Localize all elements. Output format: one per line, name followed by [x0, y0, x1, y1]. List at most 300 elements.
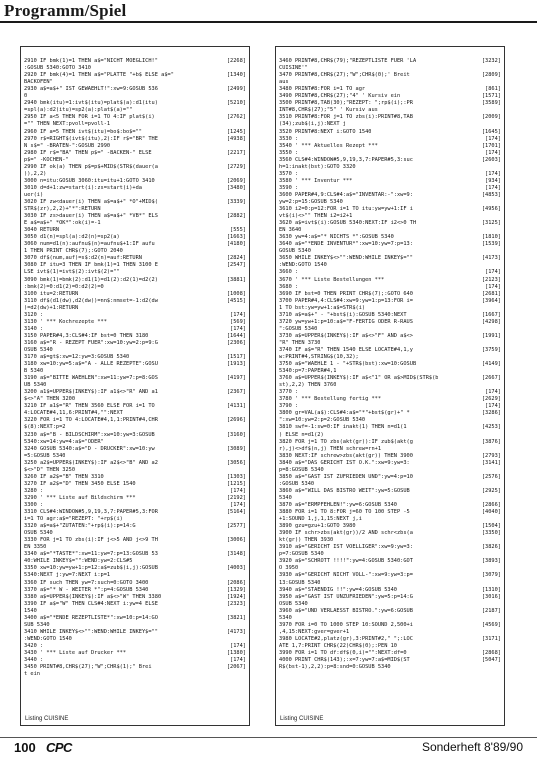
checksum: [1667] — [481, 311, 501, 318]
code-line — [279, 558, 501, 565]
code-line — [279, 305, 501, 312]
code-text: ":GOSUB 5340 — [279, 325, 318, 332]
checksum: [2696] — [226, 417, 246, 424]
code-line — [24, 650, 246, 657]
code-text: 3520 PRINT#8:NEXT i:GOTO 1540 — [279, 128, 372, 135]
code-text: EN 3350 — [24, 544, 47, 551]
code-text: $(8):NEXT:p=2 — [24, 424, 66, 431]
code-text: :GOSUB 5340:GOTO 3410 — [24, 65, 91, 72]
checksum: [4149] — [481, 361, 501, 368]
code-text: 3630 yw=4:a$="* NICHTS *":GOSUB 5340 — [279, 234, 394, 241]
code-line — [24, 572, 246, 579]
code-line — [279, 530, 501, 537]
code-text: 3190 a$="BITTE WAEHLEN":xw=11:yw=7:p=8:GOS — [24, 375, 158, 382]
code-text: 2990 IF ok(a) THEN p$=p$+MID$(STR$(dauer(a — [24, 163, 158, 170]
code-line — [24, 657, 246, 664]
code-text: OSUB 5340 — [279, 600, 308, 607]
code-text: :GOSUB 5340 — [279, 480, 315, 487]
code-line — [24, 417, 246, 424]
code-line — [24, 143, 246, 150]
code-line — [24, 481, 246, 488]
code-text: 3070 df$(num,auf)=s$:d2(n)=auf:RETURN — [24, 255, 142, 262]
code-text: 3150 PAPER#4,3:CLS#4:IF bst=0 THEN 3180 — [24, 332, 149, 339]
code-text: 3360 IF such THEN yw=7:such=0:GOTO 3400 — [24, 579, 149, 586]
code-line — [24, 587, 246, 594]
code-text: 3300 : — [24, 502, 44, 508]
code-line — [24, 192, 246, 199]
code-line — [24, 439, 246, 446]
code-text: 3980 LOCATE#2,platz(gr),3:PRINT#2," ";:LOC — [279, 635, 413, 642]
code-line — [24, 629, 246, 636]
code-text: 3710 a$=a$+" - "+bst$(i):GOSUB 5340:NEXT — [279, 311, 407, 318]
checksum: [3125] — [481, 220, 501, 227]
code-text: 3340 a$="*TASTE*":xw=11:yw=7:p=13:GOSUB 53 — [24, 551, 158, 558]
page-number: 100 — [14, 740, 36, 755]
code-text: 3010 d=d+1:zw=start(i):zs=start(i)+da — [24, 184, 142, 191]
code-text: CUISINE'" — [279, 65, 308, 72]
code-line — [24, 354, 246, 361]
checksum: [2123] — [481, 276, 501, 283]
code-text: 3700 PAPER#4,4:CLS#4:xw=9:yw=1:p=13:FOR i= — [279, 297, 413, 304]
code-line — [24, 622, 246, 629]
checksum: [3589] — [481, 100, 501, 107]
code-text: R$(bst-1),2,2):p=8:snd=0:GOSUB 5340 — [279, 664, 391, 671]
page-header — [0, 0, 537, 22]
checksum: [3148] — [226, 551, 246, 558]
code-line — [24, 601, 246, 608]
checksum: [4040] — [481, 509, 501, 516]
code-text: 3380 a$=UPPER$(INKEY$):IF a$<>"W" THEN 3380 — [24, 593, 162, 600]
checksum: [3160] — [226, 431, 246, 438]
code-text: 3390 IF a$="W" THEN CLS#4:NEXT i:yw=4 ELSE — [24, 600, 158, 607]
code-line — [24, 326, 246, 333]
code-text: ) ELSE n=d1(2) — [279, 431, 324, 438]
code-text: LSE ivt$(1)=ivt$(2):ivt$(2)="" — [24, 269, 120, 276]
code-line — [24, 150, 246, 157]
code-text: 3880 FOR i=1 TO 8:FOR j=60 TO 100 STEP -5 — [279, 509, 410, 516]
checksum: [174] — [485, 403, 501, 410]
code-text: 2980 IF r$="BA" THEN p$=" -BACKEN-" ELSE — [24, 149, 152, 156]
code-text: 1 TO bst:yw=yw+1:a$=STR$(i) — [279, 304, 366, 311]
code-text: 5340 — [279, 494, 292, 501]
code-text: 3250 a2$=UPPER$(INKEY$):IF a2$<>"B" AND a2 — [24, 459, 158, 466]
code-line — [279, 481, 501, 488]
code-text: 5340:xw=14:yw=4:a$="ODER" — [24, 438, 104, 445]
checksum: [1329] — [226, 586, 246, 593]
code-line — [24, 608, 246, 615]
checksum: [174] — [230, 642, 246, 649]
checksum: [3056] — [226, 459, 246, 466]
code-line — [24, 509, 246, 516]
code-text: 3140 : — [24, 325, 44, 332]
code-text: 3590 : — [279, 184, 299, 191]
checksum: [555] — [230, 227, 246, 234]
code-line — [24, 291, 246, 298]
code-text: aus — [279, 79, 289, 86]
code-text: 3120 : — [24, 311, 44, 318]
code-text: 3400 a$="*ENDE REZEPTLISTE*":xw=10:p=14:GO — [24, 614, 158, 621]
code-line — [24, 107, 246, 114]
checksum: [3089] — [226, 445, 246, 452]
code-text: 3780 ' *** Bestellung fertig *** — [279, 396, 382, 403]
code-line — [24, 185, 246, 192]
code-line — [279, 255, 501, 262]
code-text: 3900 IF schr>zbs(akt(gr))/2 AND schr<zbs(a — [279, 530, 413, 537]
code-line — [24, 171, 246, 178]
code-line — [24, 396, 246, 403]
code-text: 3760 a$=UPPER$(INKEY$):IF a$<"1" OR a$>MID$(STR$(b — [279, 375, 439, 382]
code-text: 2920 IF bmk(4)=1 THEN a$="PLATTE "+b$ ELSE a$=" — [24, 72, 174, 79]
code-text: 3210 IF a1$="R" THEN 3560 ELSE FOR i=1 TO — [24, 403, 155, 410]
checksum: [1340] — [226, 72, 246, 79]
code-text: 3840 a$="DAS GERICHT IST O.K.":xw=9:yw=3: — [279, 459, 410, 466]
code-line — [24, 305, 246, 312]
code-text: ,4,15:NEXT:gver=gver+1 — [279, 628, 350, 635]
code-line — [24, 382, 246, 389]
checksum: [3480] — [226, 184, 246, 191]
code-line — [279, 516, 501, 523]
code-text: 2940 bmk(itu)=1:ivt$(itu)=plat$(a):d1(itu) — [24, 100, 158, 107]
code-text: p=7:GOSUB 5340 — [279, 551, 324, 558]
code-text: 3820 FOR j=1 TO zbs(akt(gr)):IF zub$(akt(g — [279, 438, 413, 445]
code-text: 3060 num=d1(n):aufnu$(n)=aufnu$+1:IF aufu — [24, 241, 155, 248]
checksum: [1380] — [226, 649, 246, 656]
code-line — [279, 136, 501, 143]
code-line — [24, 298, 246, 305]
code-line — [279, 439, 501, 446]
code-lines — [24, 51, 246, 678]
footer-rule — [0, 737, 537, 738]
code-line — [279, 220, 501, 227]
checksum: [2187] — [481, 607, 501, 614]
code-text: OSUB 5340 — [24, 530, 53, 537]
checksum: [2192] — [226, 494, 246, 501]
code-line — [279, 608, 501, 615]
code-line — [279, 432, 501, 439]
checksum: [1504] — [481, 523, 501, 530]
code-text: BACKOFEN" — [24, 79, 53, 86]
checksum: [2809] — [481, 72, 501, 79]
code-line — [279, 382, 501, 389]
code-text: 5340:p=7:PAPER#4,1 — [279, 368, 337, 375]
code-line — [279, 629, 501, 636]
code-text: SUB 5340 — [24, 621, 50, 628]
checksum: [1645] — [481, 128, 501, 135]
code-text: 3730 a$=UPPER$(INKEY$):IF a$<>"F" AND a$<> — [279, 332, 413, 339]
checksum: [1913] — [226, 361, 246, 368]
code-line — [279, 51, 501, 58]
code-line — [279, 227, 501, 234]
code-line — [279, 319, 501, 326]
code-text: 3890 gzu=gzu+1:GOTO 3980 — [279, 523, 356, 530]
checksum: [2367] — [226, 389, 246, 396]
code-text: 3350 xw=10:yw=yw+1:p=12:a$=zub$(i,j):GOSUB — [24, 565, 158, 572]
code-line — [279, 396, 501, 403]
code-text: 3500 PRINT#8,TAB(30);"REZEPT: ";rp$(i);:PR — [279, 100, 413, 107]
code-text: "R" THEN 3730 — [279, 339, 321, 346]
code-line — [279, 474, 501, 481]
checksum: [2729] — [226, 163, 246, 170]
code-line — [24, 671, 246, 678]
code-text: 3510 PRINT#8:FOR j=1 TO zbs(i):PRINT#8,TAB — [279, 114, 413, 121]
section-title: Programm/Spiel — [4, 1, 127, 20]
code-text: uer(i) — [24, 191, 44, 198]
code-line — [279, 424, 501, 431]
code-text: ="" THEN NEXT:pvoll=pvoll-1 — [24, 121, 111, 128]
code-text: 3550 : — [279, 149, 299, 156]
checksum: [3964] — [481, 297, 501, 304]
checksum: [4569] — [481, 621, 501, 628]
code-line — [279, 206, 501, 213]
code-line — [279, 326, 501, 333]
code-line — [279, 312, 501, 319]
code-line — [24, 467, 246, 474]
checksum: [1571] — [481, 93, 501, 100]
code-line — [24, 136, 246, 143]
checksum: [4853] — [481, 191, 501, 198]
code-text: 3260 IF a2$="B" THEN 3310 — [24, 473, 104, 480]
checksum: [1924] — [226, 593, 246, 600]
code-text: N s$=" -BRATEN-":GOSUB 2990 — [24, 142, 111, 149]
code-text: i=1 TO agr:a$="REZEPT: "+rp$(i) — [24, 516, 123, 523]
code-line — [24, 220, 246, 227]
code-line — [279, 72, 501, 79]
code-text: 3430 ' *** Liste auf Drucker *** — [24, 649, 127, 656]
code-text: 3870 a$="ERMPFEHLEN!":yw=6:GOSUB 5340 — [279, 502, 397, 508]
code-line — [279, 446, 501, 453]
code-text: 1 THEN PRINT CHR$(7);:GOTO 2040 — [24, 248, 123, 255]
checksum: [1303] — [226, 473, 246, 480]
code-line — [279, 192, 501, 199]
code-line — [24, 530, 246, 537]
code-line — [24, 121, 246, 128]
code-line — [279, 213, 501, 220]
code-text: 3230 a$="B - BILDSCHIRM":xw=10:yw=3:GOSUB — [24, 431, 155, 438]
code-line — [279, 284, 501, 291]
code-line — [279, 143, 501, 150]
code-text: 3790 : — [279, 403, 299, 410]
code-line — [279, 502, 501, 509]
code-text: 3370 a$="* W - WEITER *":p=4:GOSUB 5340 — [24, 586, 149, 593]
code-line — [24, 213, 246, 220]
code-text: 3620 a$=ivt$(i):GOSUB 5340:NEXT:IF i2<>0 TH — [279, 220, 417, 227]
checksum: [5164] — [226, 509, 246, 516]
checksum: [2762] — [226, 114, 246, 121]
code-line — [24, 340, 246, 347]
code-line — [24, 424, 246, 431]
listing-caption: Listing CUISINE — [280, 716, 324, 722]
checksum: [934] — [485, 177, 501, 184]
checksum: [174] — [485, 283, 501, 290]
code-line — [279, 347, 501, 354]
code-text: 3180 xw=10:yw=5:a$="A - ALLE REZEPTE":GOSU — [24, 361, 158, 368]
checksum: [1991] — [481, 332, 501, 339]
code-text: 3970 FOR i=0 TO 1000 STEP 10:SOUND 2,500+i — [279, 621, 413, 628]
code-line — [24, 51, 246, 58]
code-text: vt$(i)<>"" THEN i2=i2+1 — [279, 213, 353, 220]
code-text: 3930 a$="GERICHT NICHT VOLL-":xw=9:yw=3:p= — [279, 572, 413, 579]
code-text: 3540 ' *** Aktuelles Rezept *** — [279, 142, 378, 149]
code-line — [279, 199, 501, 206]
code-text: 13:GOSUB 5340 — [279, 579, 321, 586]
code-text: 3440 : — [24, 657, 44, 664]
code-text: 0 — [24, 93, 28, 100]
code-line — [24, 157, 246, 164]
code-line — [24, 269, 246, 276]
checksum: [1517] — [226, 354, 246, 361]
code-line — [279, 185, 501, 192]
code-line — [279, 643, 501, 650]
code-line — [279, 121, 501, 128]
code-line — [279, 664, 501, 671]
checksum: [4298] — [481, 318, 501, 325]
code-text: 3860 a$="WILL DAS BISTRO WEIT":yw=5:GOSUB — [279, 487, 410, 494]
header-rule — [0, 21, 537, 23]
code-text: 3670 ' *** Liste Bestellungen *** — [279, 276, 385, 283]
code-line — [279, 467, 501, 474]
code-line — [279, 157, 501, 164]
code-line — [24, 558, 246, 565]
code-text: 3560 CLS#4:WINDOW#5,9,19,3,7:PAPER#5,3:suc — [279, 156, 413, 163]
checksum: [569] — [230, 318, 246, 325]
code-line — [279, 403, 501, 410]
code-text: $<>"A" THEN 3200 — [24, 396, 76, 403]
code-text: 3050 d1(n)=spl(a):d2(n)=sp2(a) — [24, 234, 120, 241]
checksum: [4180] — [226, 241, 246, 248]
code-text: p$=" -KOCHEN-" — [24, 156, 69, 163]
checksum: [1663] — [226, 234, 246, 241]
code-text: 40:WHILE INKEY$="":WEND:yw=2:CLS#5 — [24, 558, 133, 565]
code-line — [279, 410, 501, 417]
code-text: 5340 — [279, 614, 292, 621]
code-line — [279, 79, 501, 86]
checksum: [4131] — [226, 403, 246, 410]
code-text: 3110 df$(d1(dw),d2(dw))=nn$:nmset=-1:d2(dw — [24, 297, 158, 304]
code-line — [24, 58, 246, 65]
code-line — [279, 650, 501, 657]
checksum: [174] — [230, 487, 246, 494]
code-line — [24, 446, 246, 453]
checksum: [174] — [485, 149, 501, 156]
code-line — [24, 495, 246, 502]
code-text: 3420 : — [24, 642, 44, 649]
code-line — [279, 241, 501, 248]
code-text: 3690 IF bst=0 THEN PRINT CHR$(7);:GOTO 640 — [279, 290, 413, 297]
code-text: p=8:GOSUB 5340 — [279, 466, 324, 473]
checksum: [3339] — [226, 198, 246, 205]
checksum: [174] — [485, 170, 501, 177]
code-line — [24, 432, 246, 439]
code-line — [279, 178, 501, 185]
checksum: [3826] — [481, 544, 501, 551]
code-line — [279, 460, 501, 467]
code-text: E a$=a$+" *OK*":ok(i)=-1 — [24, 220, 101, 227]
checksum: [4253] — [481, 424, 501, 431]
code-line — [24, 234, 246, 241]
code-line — [279, 340, 501, 347]
code-text: 2930 a$=a$+" IST GEWAEHLT!":xw=9:GOSUB 536 — [24, 86, 158, 93]
checksum: [3876] — [481, 438, 501, 445]
code-text: 3770 : — [279, 389, 299, 396]
code-line — [279, 100, 501, 107]
code-text: 3450 PRINT#8,CHR$(27);"W";CHR$(1);" Brei — [24, 664, 152, 671]
code-text: STR$(zr),2,2)+"*":RETURN — [24, 206, 101, 213]
code-text: 3000 n=itu:GOSUB 3060:itu=itu+1:GOTO 3410 — [24, 177, 155, 184]
code-text: ATE 1,7:PRINT CHR$(22)CHR$(0);:PEN 10 — [279, 642, 397, 649]
code-text: )=d2(dw)+1:RETURN — [24, 304, 79, 311]
checksum: [2824] — [226, 255, 246, 262]
code-text: B 5340 — [24, 368, 44, 375]
code-text: 3920 a$="SCHROTT !!!!":yw=4:GOSUB 5340:GOT — [279, 558, 413, 565]
checksum: [2603] — [481, 156, 501, 163]
code-line — [24, 410, 246, 417]
code-text: r),j)<>df$(n,j) THEN schrew=rn+1 — [279, 445, 382, 452]
code-line — [279, 495, 501, 502]
code-text: yw=2:p=15:GOSUB 5340 — [279, 198, 343, 205]
checksum: [4938] — [226, 135, 246, 142]
checksum: [174] — [485, 135, 501, 142]
checksum: [2499] — [226, 86, 246, 93]
code-line — [279, 417, 501, 424]
code-line — [24, 403, 246, 410]
code-text: 3100 itu=2:RETURN — [24, 290, 79, 297]
checksum: [1245] — [226, 128, 246, 135]
code-line — [279, 171, 501, 178]
code-line — [279, 129, 501, 136]
code-text: 3220 FOR i=1 TO 4:LOCATE#4,1,1:PRINT#4,CHR — [24, 417, 158, 424]
code-line — [24, 523, 246, 530]
code-text: 3200 a1$=UPPER$(INKEY$):IF a1$<>"R" AND a1 — [24, 389, 158, 396]
checksum: [3232] — [481, 58, 501, 65]
code-text: 2970 r$=RIGHT$(ivt$(itu),2):IF r$="BR" THE — [24, 135, 158, 142]
code-line — [279, 361, 501, 368]
code-lines — [279, 51, 501, 671]
code-text: 3740 IF a$="R" THEN 1540 ELSE LOCATE#4,1,y — [279, 346, 413, 353]
checksum: [2577] — [226, 523, 246, 530]
code-text: 3850 a$="GAST IST ZUFRIEDEN UND":yw=4:p=10 — [279, 473, 413, 480]
code-line — [279, 615, 501, 622]
code-text: :WEND:GOTO 1540 — [24, 635, 72, 642]
code-line — [279, 65, 501, 72]
code-text: 3490 PRINT#8,CHR$(27);"4" ' Kursiv ein — [279, 93, 401, 100]
code-line — [24, 262, 246, 269]
code-line — [279, 291, 501, 298]
code-text: 3130 ' *** Kochrezepte *** — [24, 318, 107, 325]
checksum: [4197] — [226, 375, 246, 382]
checksum: [2681] — [481, 290, 501, 297]
code-line — [24, 248, 246, 255]
checksum: [174] — [485, 184, 501, 191]
code-line — [279, 368, 501, 375]
code-line — [279, 657, 501, 664]
code-line — [24, 129, 246, 136]
code-line — [24, 368, 246, 375]
code-text: ":xw=10:yw=2:p=2:GOSUB 5340 — [279, 417, 366, 424]
checksum: [3893] — [481, 558, 501, 565]
code-line — [24, 361, 246, 368]
code-line — [24, 255, 246, 262]
code-line — [279, 594, 501, 601]
code-text: 3170 a$=gt$:xw=12:yw=3:GOSUB 5340 — [24, 354, 130, 361]
checksum: [2086] — [226, 579, 246, 586]
code-line — [24, 319, 246, 326]
checksum: [861] — [485, 86, 501, 93]
code-text: 1540 — [24, 607, 37, 614]
checksum: [1539] — [481, 241, 501, 248]
code-line — [279, 587, 501, 594]
code-line — [24, 241, 246, 248]
code-line — [24, 206, 246, 213]
